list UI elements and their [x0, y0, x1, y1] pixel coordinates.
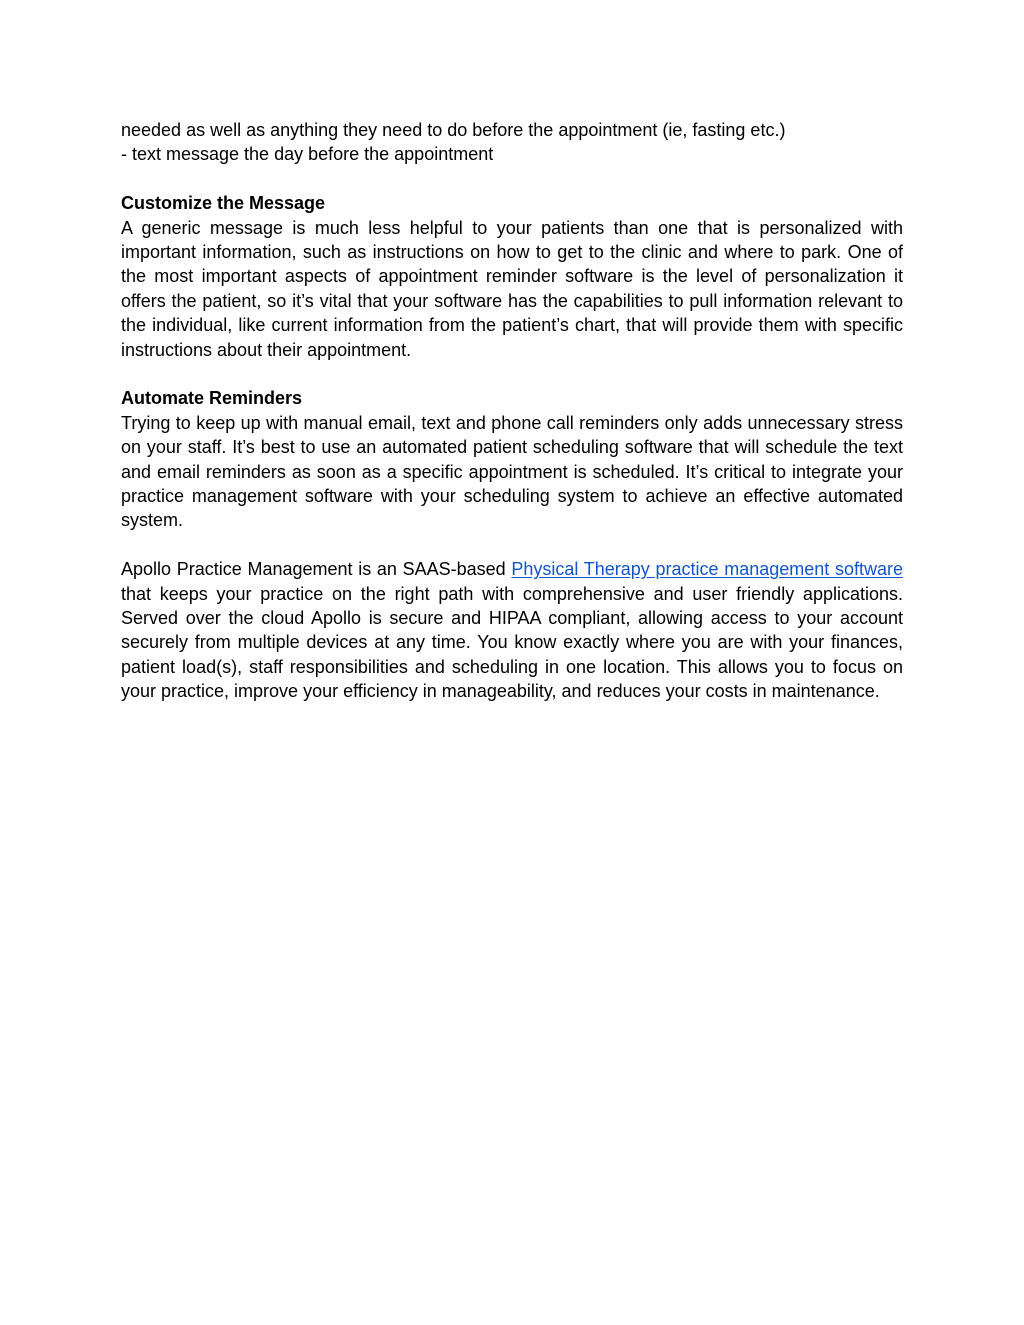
apollo-text-before-link: Apollo Practice Management is an SAAS-based — [121, 559, 512, 580]
customize-heading: Customize the Message — [121, 193, 326, 214]
paragraph-spacer — [121, 362, 903, 386]
intro-line-2: - text message the day before the appointment — [121, 144, 494, 165]
paragraph-spacer — [121, 533, 903, 557]
automate-paragraph: Trying to keep up with manual email, text and phone call reminders only adds unnecessary stress on your staff. It’s best to use an automated patient scheduling software that will schedule the text and email reminders as soon as a specific appointment is scheduled. It’s critical to integrate your practice management software with your scheduling system to achieve an effective automated system. — [121, 412, 903, 531]
document-page — [121, 118, 903, 704]
automate-heading: Automate Reminders — [121, 388, 303, 409]
physical-therapy-software-link[interactable]: Physical Therapy practice management software — [511, 559, 903, 580]
apollo-paragraph — [121, 557, 903, 703]
apollo-text-after-link: that keeps your practice on the right path with comprehensive and user friendly applications. Served over the cloud Apollo is secure and HIPAA compliant, allowing access to your account securely from multiple devices at any time. You know exactly where you are with your finances, patient load(s), staff responsibilities and scheduling in one location. This allows you to focus on your practice, improve your efficiency in manageability, and reduces your costs in maintenance. — [121, 583, 903, 702]
paragraph-spacer — [121, 167, 903, 191]
intro-line-1: needed as well as anything they need to do before the appointment (ie, fasting etc.) — [121, 120, 786, 140]
customize-paragraph: A generic message is much less helpful to your patients than one that is personalized with important information, such as instructions on how to get to the clinic and where to park. One of the most important aspects of appointment reminder software is the level of personalization it offers the patient, so it’s vital that your software has the capabilities to pull information relevant to the individual, like current information from the patient’s chart, that will provide them with specific instructions about their appointment. — [121, 217, 903, 360]
